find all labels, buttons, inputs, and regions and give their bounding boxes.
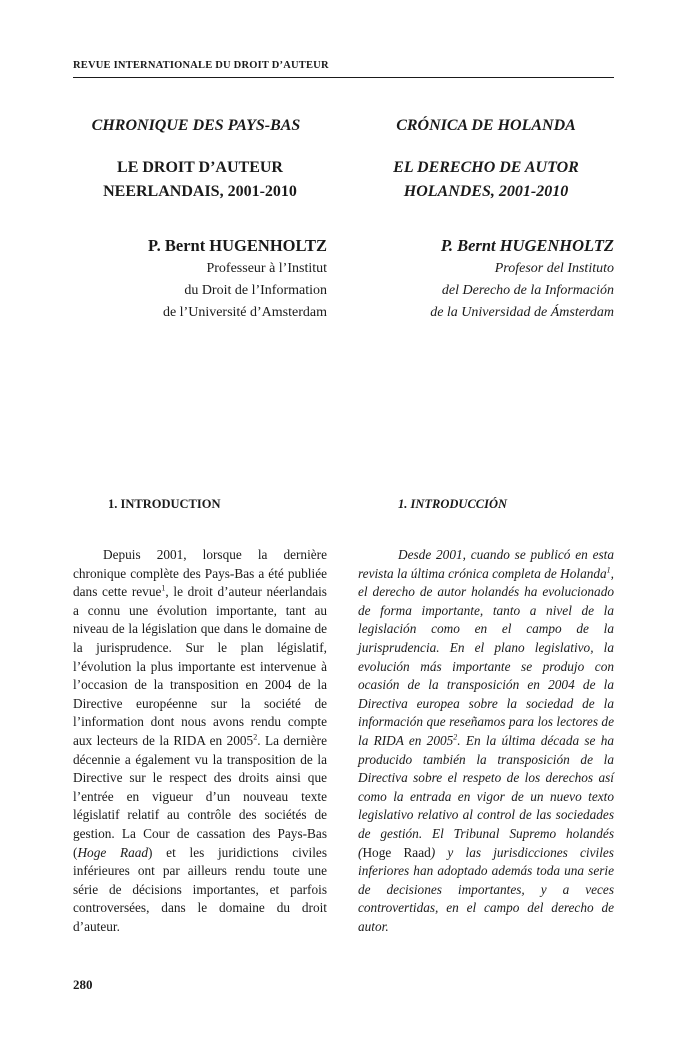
affiliation-es-line3: de la Universidad de Ámsterdam [430, 305, 614, 320]
author-affiliation-es [430, 258, 614, 324]
affiliation-fr-line1: Professeur à l’Institut [206, 261, 327, 276]
intro-fr-text-b: , le droit d’auteur néerlandais a connu une évolution importante, tant au niveau de la législation que dans le domaine de la jurisprudence. Sur le plan législatif, l’évolution la plus importante est intervenue à l’occasion de la transposition en 2004 de la Directive européenne sur la société de l’information dont nous avons rendu compte aux lecteurs de la RIDA en 2005 [73, 584, 327, 748]
author-name-es: P. Bernt HUGENHOLTZ [440, 236, 614, 255]
running-title: REVUE INTERNATIONALE DU DROIT D’AUTEUR [73, 60, 329, 71]
author-name-fr: P. Bernt HUGENHOLTZ [148, 236, 327, 255]
footnote-ref-1-es: 1 [606, 565, 611, 575]
intro-paragraph-fr [73, 546, 327, 936]
affiliation-es-line2: del Derecho de la Información [441, 283, 614, 298]
section-heading-fr: 1. INTRODUCTION [108, 497, 221, 511]
footnote-ref-2-es: 2 [453, 732, 458, 742]
intro-fr-text-a: Depuis 2001, lorsque la dernière chronique complète des Pays-Bas a été publiée dans cette revue [73, 547, 327, 600]
intro-es-text-a: Desde 2001, cuando se publicó en esta revista la última crónica completa de Holanda [358, 547, 614, 581]
article-title-es-line2: HOLANDES, 2001-2010 [403, 183, 569, 200]
header-rule [73, 77, 614, 78]
author-affiliation-fr [163, 258, 327, 324]
affiliation-es-line1: Profesor del Instituto [494, 261, 614, 276]
court-name-es: Hoge Raad [362, 844, 431, 860]
footnote-ref-2-fr: 2 [253, 732, 258, 742]
article-title-fr-line2: NEERLANDAIS, 2001-2010 [103, 183, 297, 200]
intro-es-text-c: . En la última década se ha producido también la transposición de la Directiva sobre el respeto de los derechos así como la entrada en vigor de un nuevo texto legislativo relativo al control de las sociedades de gestión. El Tribunal Supremo holandés ( [358, 732, 614, 860]
article-title-es-line1: EL DERECHO DE AUTOR [393, 159, 579, 176]
article-title-es [358, 156, 614, 204]
intro-es-text-d: ) y las jurisdicciones civiles inferiores han adoptado además toda una serie de decisiones importantes, y a veces controvertidas, en el campo del derecho de autor. [358, 844, 614, 934]
intro-paragraph-es [358, 546, 614, 936]
affiliation-fr-line3: de l’Université d’Amsterdam [162, 305, 327, 320]
intro-es-text-b: , el derecho de autor holandés ha evolucionado de forma importante, tanto a nivel de la legislación como en el campo de la jurisprudencia. En el plano legislativo, la evolución más importante se produjo con ocasión de la transposición en 2004 de la Directiva europea sobre la sociedad de la información que reseñamos para los lectores de la RIDA en 2005 [358, 565, 614, 748]
intro-fr-text-d: ) et les juridictions civiles inférieures ont par ailleurs rendu toute une série de décisions importantes, et parfois controversées, dans le domaine du droit d’auteur. [73, 844, 327, 934]
article-title-fr [73, 156, 327, 204]
chronicle-heading-fr: CHRONIQUE DES PAYS-BAS [91, 117, 301, 134]
court-name-fr: Hoge Raad [77, 844, 149, 860]
footnote-ref-1-fr: 1 [161, 583, 166, 593]
chronicle-heading-es: CRÓNICA DE HOLANDA [396, 117, 576, 134]
page-number: 280 [73, 977, 93, 992]
affiliation-fr-line2: du Droit de l’Information [184, 283, 327, 298]
section-heading-es: 1. INTRODUCCIÓN [398, 497, 508, 511]
intro-fr-text-c: . La dernière décennie a également vu la transposition de la Directive sur le respect des droits ainsi que l’entrée en vigueur d’un nouveau texte législatif relatif au contrôle des sociétés de gestion. La Cour de cassation des Pays-Bas ( [73, 732, 327, 860]
article-title-fr-line1: LE DROIT D’AUTEUR [117, 159, 283, 176]
